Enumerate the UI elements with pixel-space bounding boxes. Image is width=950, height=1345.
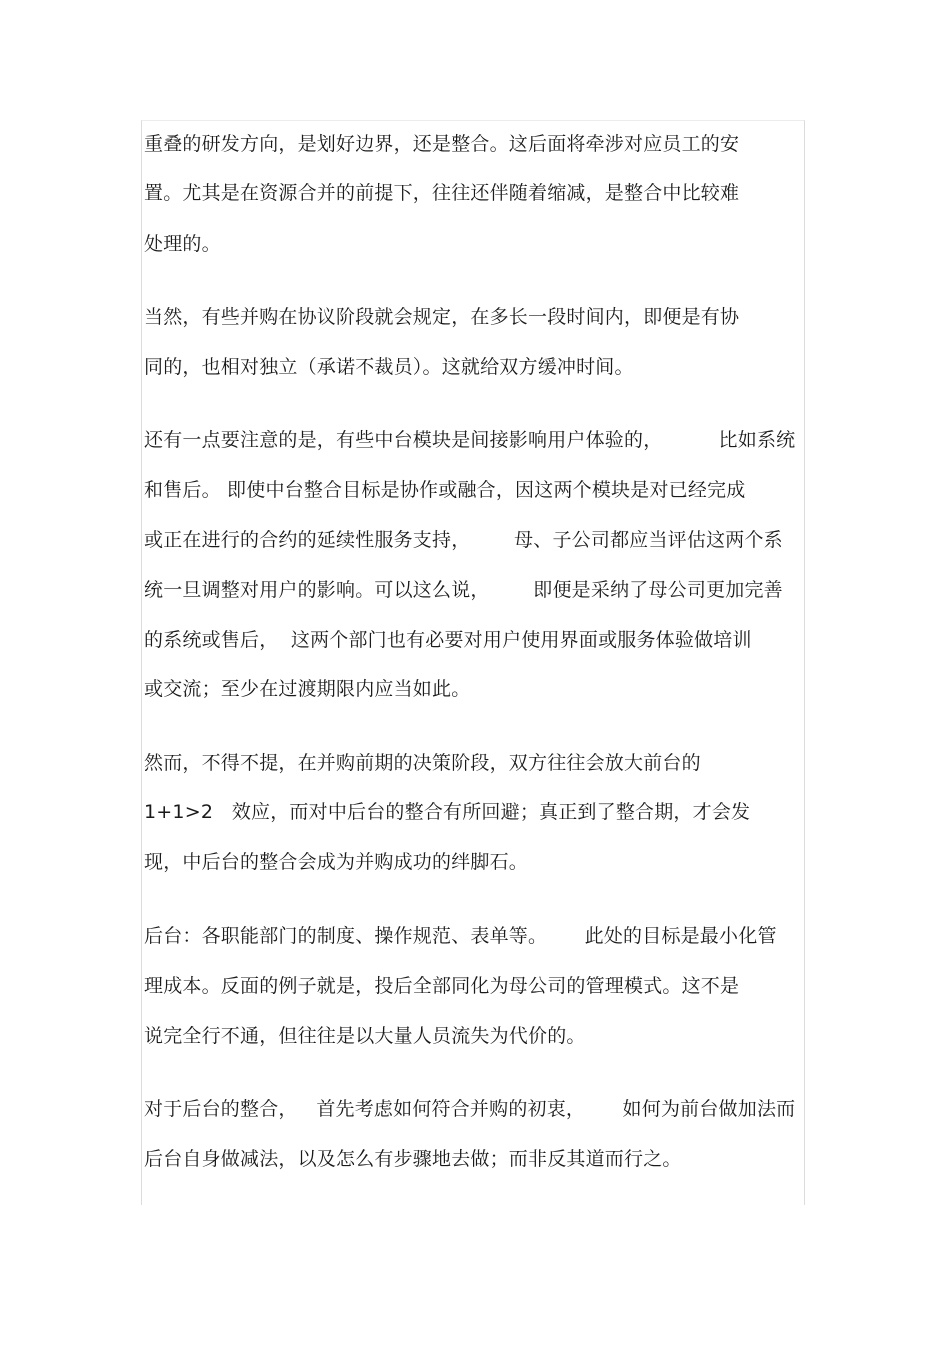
text-line: 置。尤其是在资源合并的前提下，往往还伴随着缩减，是整合中比较难 [144,182,740,204]
text-line: 现，中后台的整合会成为并购成功的绊脚石。 [144,851,529,873]
text-line: 重叠的研发方向，是划好边界，还是整合。这后面将牵涉对应员工的安 [144,133,740,155]
text-line: 理成本。反面的例子就是，投后全部同化为母公司的管理模式。这不是 [144,975,740,997]
text-line: 的系统或售后， 这两个部门也有必要对用户使用界面或服务体验做培训 [144,629,752,651]
text-line: 处理的。 [144,233,221,255]
text-line: 然而，不得不提，在并购前期的决策阶段，双方往往会放大前台的 [144,752,701,774]
text-line: 和售后。 即使中台整合目标是协作或融合，因这两个模块是对已经完成 [144,479,746,501]
text-line: 还有一点要注意的是，有些中台模块是间接影响用户体验的， 比如系统 [144,429,796,451]
text-line: 或交流；至少在过渡期限内应当如此。 [144,678,471,700]
text-line: 对于后台的整合， 首先考虑如何符合并购的初衷， 如何为前台做加法而 [144,1098,796,1120]
text-line: 说完全行不通，但往往是以大量人员流失为代价的。 [144,1025,586,1047]
text-line: 统一旦调整对用户的影响。可以这么说， 即便是采纳了母公司更加完善 [144,579,783,601]
text-line: 或正在进行的合约的延续性服务支持， 母、子公司都应当评估这两个系 [144,529,783,551]
text-line: 同的，也相对独立（承诺不裁员）。这就给双方缓冲时间。 [144,356,634,378]
text-line: 当然，有些并购在协议阶段就会规定，在多长一段时间内，即便是有协 [144,306,740,328]
text-line: 后台：各职能部门的制度、操作规范、表单等。 此处的目标是最小化管 [144,925,777,947]
text-line: 后台自身做减法，以及怎么有步骤地去做；而非反其道而行之。 [144,1148,682,1170]
text-line: 1+1>2 效应，而对中后台的整合有所回避；真正到了整合期，才会发 [144,801,751,823]
